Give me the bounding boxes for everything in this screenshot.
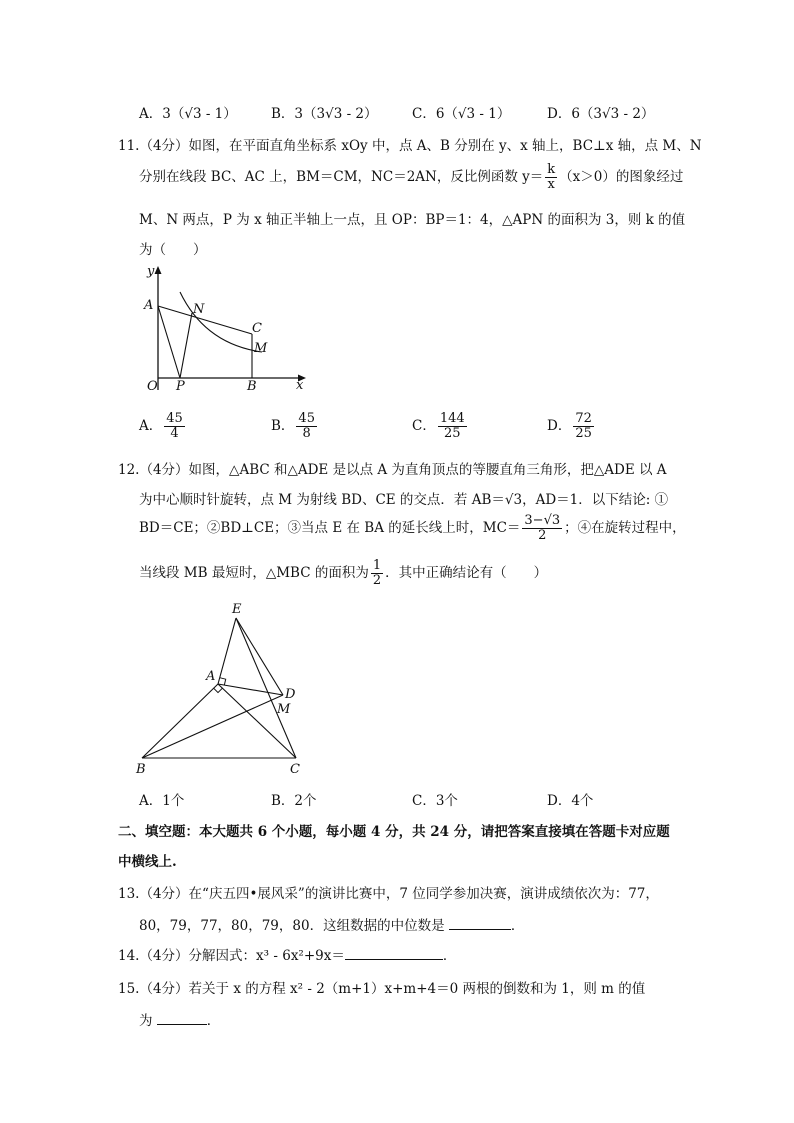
q10-option-c[interactable]: C．6（√3 - 1）	[412, 106, 511, 122]
q10-option-a[interactable]: A．3（√3 - 1）	[139, 106, 237, 122]
q12-frac-area-den: 2	[372, 573, 382, 588]
q11-option-c-den: 25	[443, 426, 461, 441]
q12-frac-area-num: 1	[372, 558, 382, 573]
label-m: M	[254, 341, 268, 356]
q11-option-d-letter: D．	[547, 418, 572, 434]
q13-answer-blank[interactable]	[449, 917, 511, 930]
q12-line-3-tail: ；④在旋转过程中，	[564, 520, 686, 536]
q11-option-c-frac	[438, 412, 467, 441]
label-c: C	[290, 762, 300, 777]
q11-line-3: M、N 两点，P 为 x 轴正半轴上一点，且 OP：BP＝1：4，△APN 的面积为 3，则 k 的值	[139, 212, 686, 228]
q15-answer-blank[interactable]	[157, 1012, 207, 1025]
segment-bd	[142, 695, 283, 758]
q12-option-b[interactable]: B．2个	[271, 793, 317, 809]
q12-line-4-text: 当线段 MB 最短时，△MBC 的面积为	[139, 565, 369, 581]
q12-frac-mc	[522, 514, 562, 543]
q12-line-3-text: BD＝CE；②BD⊥CE；③当点 E 在 BA 的延长线上时，MC＝	[139, 520, 521, 536]
q11-option-c-num: 144	[439, 411, 465, 426]
label-x: x	[296, 378, 304, 393]
q13-line-2	[139, 914, 524, 934]
q13-line-1: 13.（4分）在“庆五四•展风采”的演讲比赛中，7 位同学参加决赛，演讲成绩依次为：77，	[118, 886, 659, 902]
q12-frac-mc-num: 3−√3	[524, 513, 561, 528]
label-b: B	[136, 762, 146, 777]
segment-de	[236, 618, 283, 695]
q12-option-a[interactable]: A．1个	[139, 793, 185, 809]
label-d: D	[285, 687, 296, 702]
label-n: N	[193, 302, 205, 317]
q11-line-2	[139, 163, 683, 192]
q11-line-2-text: 分别在线段 BC、AC 上，BM＝CM，NC＝2AN，反比例函数 y＝	[139, 169, 544, 185]
q12-line-4-tail: ．其中正确结论有（ ）	[385, 565, 548, 581]
segment-ac	[158, 306, 252, 334]
q11-line-2-tail: （x＞0）的图象经过	[559, 169, 684, 185]
q15-line-2	[139, 1009, 220, 1029]
q11-option-a[interactable]	[139, 412, 187, 441]
q10-option-b[interactable]: B．3（3√3 - 2）	[271, 106, 378, 122]
q12-frac-mc-den: 2	[538, 528, 547, 543]
label-a: A	[206, 669, 216, 684]
q11-figure	[130, 258, 315, 398]
q11-option-a-frac	[164, 412, 185, 441]
q11-option-d-frac	[573, 412, 594, 441]
q14-text: 14.（4分）分解因式：x³ - 6x²+9x＝	[118, 948, 345, 964]
q13-line-2-tail: ．	[510, 918, 525, 934]
q11-line-1: 11.（4分）如图，在平面直角坐标系 xOy 中，点 A、B 分别在 y、x 轴上，BC⊥x 轴，点 M、N	[118, 138, 702, 154]
q15-line-1: 15.（4分）若关于 x 的方程 x² - 2（m+1）x+m+4＝0 两根的倒数和为 1，则 m 的值	[118, 981, 646, 997]
q11-option-c[interactable]	[412, 412, 469, 441]
q11-frac	[545, 163, 557, 192]
q13-line-2-text: 80，79，77，80，79，80．这组数据的中位数是	[139, 918, 445, 934]
question-14	[118, 944, 456, 964]
label-y: y	[147, 264, 155, 279]
q12-line-2: 为中心顺时针旋转，点 M 为射线 BD、CE 的交点．若 AB＝√3，AD＝1．以下结论: ①	[139, 492, 669, 508]
q11-option-b[interactable]	[271, 412, 319, 441]
q14-tail: ．	[442, 948, 457, 964]
q11-option-b-letter: B．	[271, 418, 295, 434]
q11-option-b-frac	[296, 412, 317, 441]
q11-option-a-num: 45	[166, 411, 183, 426]
q11-option-d-den: 25	[575, 426, 592, 441]
q12-option-d[interactable]: D．4个	[547, 793, 594, 809]
q11-option-c-letter: C．	[412, 418, 436, 434]
q15-line-2-text: 为	[139, 1013, 153, 1029]
q11-option-d-num: 72	[575, 411, 592, 426]
q12-option-c[interactable]: C．3个	[412, 793, 458, 809]
q11-option-a-letter: A．	[139, 418, 163, 434]
q14-answer-blank[interactable]	[345, 947, 443, 960]
q12-line-1: 12.（4分）如图，△ABC 和△ADE 是以点 A 为直角顶点的等腰直角三角形，把△ADE 以 A	[118, 462, 667, 478]
segment-pn	[180, 313, 192, 378]
label-c: C	[252, 321, 262, 336]
q11-option-d[interactable]	[547, 412, 596, 441]
q12-frac-area	[371, 559, 383, 588]
q15-line-2-tail: ．	[206, 1013, 221, 1029]
segment-ae	[218, 618, 236, 684]
right-angle-mark-abc-icon	[214, 688, 223, 692]
q11-frac-num: k	[547, 162, 556, 177]
q11-option-a-den: 4	[170, 426, 179, 441]
label-a: A	[144, 298, 154, 313]
label-e: E	[232, 602, 242, 617]
q11-option-b-den: 8	[302, 426, 311, 441]
segment-ap	[158, 306, 180, 378]
label-m: M	[277, 702, 291, 717]
label-p: P	[176, 379, 185, 394]
q11-frac-den: x	[547, 177, 555, 192]
section-2-line-1: 二、填空题：本大题共 6 个小题，每小题 4 分，共 24 分，请把答案直接填在答题卡对应题	[118, 824, 670, 840]
q10-option-d[interactable]: D．6（3√3 - 2）	[547, 106, 655, 122]
label-b: B	[247, 379, 257, 394]
hyperbola-curve	[180, 292, 262, 352]
y-axis-arrow-icon	[155, 266, 162, 274]
q12-line-3	[139, 514, 686, 543]
q11-option-b-num: 45	[298, 411, 315, 426]
q11-line-4: 为（ ）	[139, 242, 207, 258]
section-2-line-2: 中横线上.	[118, 854, 177, 870]
label-o: O	[147, 379, 158, 394]
q12-figure	[130, 598, 320, 780]
q12-line-4	[139, 559, 547, 588]
segment-ab	[142, 684, 218, 758]
